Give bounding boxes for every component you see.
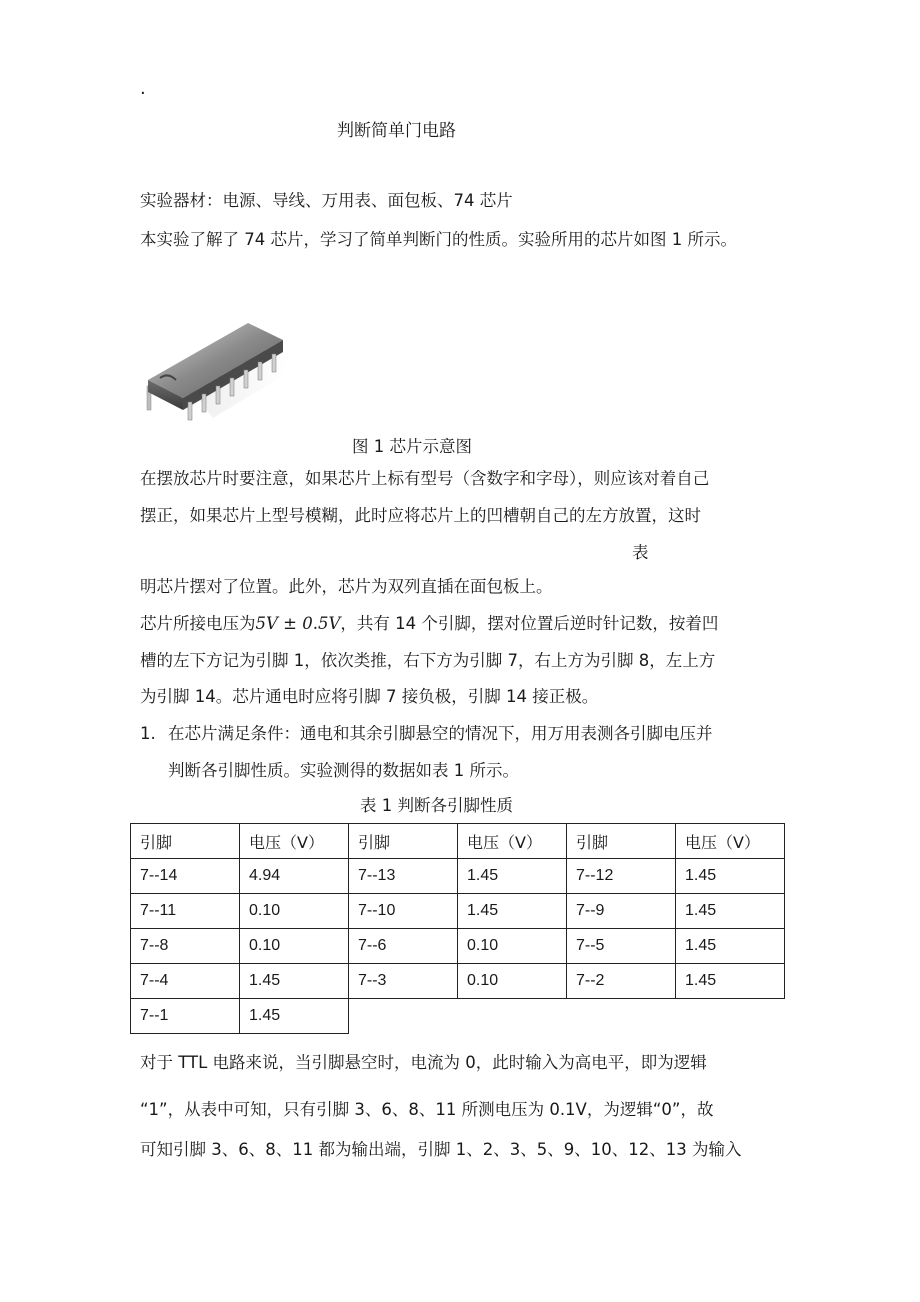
- table-cell: 1.45: [458, 894, 567, 929]
- para2-line2: 槽的左下方记为引脚 1，依次类推，右下方为引脚 7，右上方为引脚 8，左上方: [140, 651, 716, 670]
- list-item-number: 1.: [140, 724, 156, 743]
- figure-caption: 图 1 芯片示意图: [352, 437, 472, 456]
- para3-line2: “1”，从表中可知，只有引脚 3、6、8、11 所测电压为 0.1V，为逻辑“0”，故: [140, 1100, 714, 1119]
- table-cell: 1.45: [676, 964, 785, 999]
- table-row: [131, 999, 785, 1034]
- para2-line1-start: 芯片所接电压为: [140, 614, 256, 633]
- table-cell: 7--10: [349, 894, 458, 929]
- header-cell: 电压（V）: [458, 824, 567, 859]
- table-cell: 7--4: [131, 964, 240, 999]
- table-header-row: [131, 824, 785, 859]
- table-cell: 1.45: [458, 859, 567, 894]
- empty-cell: [349, 999, 458, 1034]
- para2-line3: 为引脚 14。芯片通电时应将引脚 7 接负极，引脚 14 接正极。: [140, 687, 599, 706]
- table-cell: 1.45: [240, 999, 349, 1034]
- table-cell: 1.45: [676, 894, 785, 929]
- table-caption: 表 1 判断各引脚性质: [360, 796, 513, 815]
- list-item-line2: 判断各引脚性质。实验测得的数据如表 1 所示。: [168, 761, 519, 780]
- empty-cell: [567, 999, 676, 1034]
- table-cell: 1.45: [240, 964, 349, 999]
- empty-cell: [676, 999, 785, 1034]
- para1-orphan-char: 表: [632, 543, 649, 562]
- table-cell: 7--6: [349, 929, 458, 964]
- table-row: [131, 964, 785, 999]
- table-cell: 4.94: [240, 859, 349, 894]
- table-cell: 0.10: [458, 964, 567, 999]
- table-cell: 0.10: [458, 929, 567, 964]
- table-cell: 7--1: [131, 999, 240, 1034]
- header-cell: 引脚: [131, 824, 240, 859]
- header-cell: 电压（V）: [676, 824, 785, 859]
- para3-line1: 对于 TTL 电路来说，当引脚悬空时，电流为 0，此时输入为高电平，即为逻辑: [140, 1053, 707, 1072]
- table-row: [131, 859, 785, 894]
- header-cell: 引脚: [567, 824, 676, 859]
- table-cell: 0.10: [240, 894, 349, 929]
- table-cell: 7--9: [567, 894, 676, 929]
- table-cell: 7--12: [567, 859, 676, 894]
- para2-line1-end: ，共有 14 个引脚，摆对位置后逆时针记数，按着凹: [340, 614, 719, 633]
- table-cell: 1.45: [676, 929, 785, 964]
- table-cell: 7--2: [567, 964, 676, 999]
- stray-dot: .: [140, 78, 146, 99]
- table-cell: 7--3: [349, 964, 458, 999]
- chip-image: [138, 318, 288, 423]
- list-item-line1: 在芯片满足条件：通电和其余引脚悬空的情况下，用万用表测各引脚电压并: [168, 724, 713, 743]
- para2-line1: [140, 613, 718, 635]
- table-row: [131, 929, 785, 964]
- table-cell: 7--14: [131, 859, 240, 894]
- materials-line: 实验器材：电源、导线、万用表、面包板、74 芯片: [140, 191, 513, 210]
- table-cell: 7--13: [349, 859, 458, 894]
- table-cell: 7--11: [131, 894, 240, 929]
- table-cell: 0.10: [240, 929, 349, 964]
- table-cell: 7--5: [567, 929, 676, 964]
- intro-line: 本实验了解了 74 芯片，学习了简单判断门的性质。实验所用的芯片如图 1 所示。: [140, 230, 737, 249]
- dip-chip-illustration: [138, 318, 288, 423]
- page-title: 判断简单门电路: [337, 121, 456, 141]
- para1-line3: 明芯片摆对了位置。此外，芯片为双列直插在面包板上。: [140, 577, 553, 596]
- voltage-formula: 5V ± 0.5V: [255, 614, 341, 633]
- para1-line1: 在摆放芯片时要注意，如果芯片上标有型号（含数字和字母），则应该对着自己: [140, 469, 710, 488]
- empty-cell: [458, 999, 567, 1034]
- para3-line3: 可知引脚 3、6、8、11 都为输出端，引脚 1、2、3、5、9、10、12、13 为输入: [140, 1140, 742, 1159]
- table-cell: 1.45: [676, 859, 785, 894]
- header-cell: 电压（V）: [240, 824, 349, 859]
- table-row: [131, 894, 785, 929]
- para1-line2: 摆正，如果芯片上型号模糊，此时应将芯片上的凹槽朝自己的左方放置，这时: [140, 506, 701, 525]
- header-cell: 引脚: [349, 824, 458, 859]
- table-cell: 7--8: [131, 929, 240, 964]
- pin-voltage-table: [130, 823, 785, 1034]
